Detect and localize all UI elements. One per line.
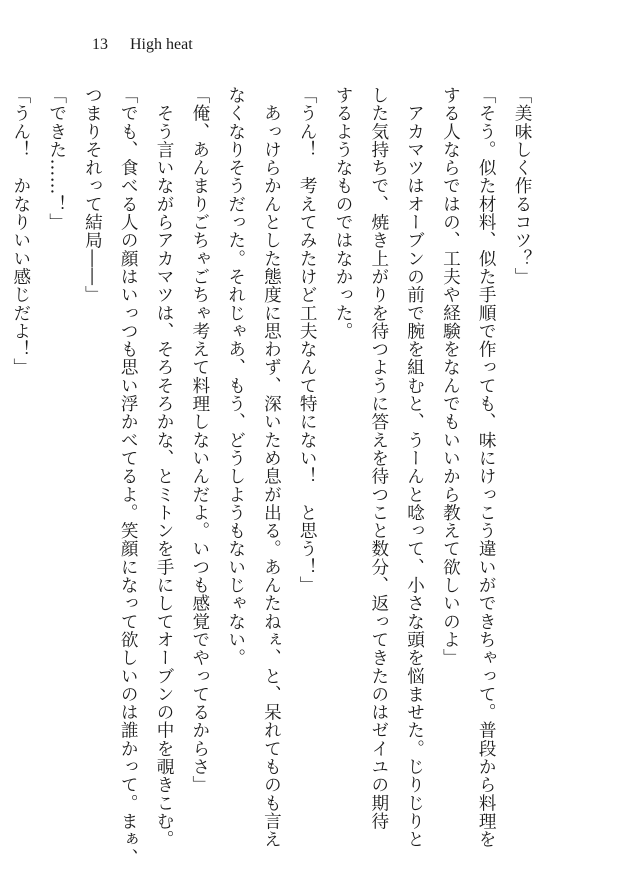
text-line: なくなりそうだった。それじゃあ、もう、どうしようもないじゃない。 xyxy=(225,86,246,667)
vertical-body-text xyxy=(2,86,539,867)
running-title: High heat xyxy=(130,36,193,53)
text-line: 「うん！ かなりいい感じだよ！」 xyxy=(10,86,31,377)
text-line: 「そう。似た材料、似た手順で作っても、味にけっこう違いができちゃって。普段から料理を xyxy=(476,86,497,849)
page-number: 13 xyxy=(92,36,108,53)
text-line: する人ならではの、工夫や経験をなんでもいいから教えて欲しいのよ」 xyxy=(440,86,461,667)
text-line: 「でも、食べる人の顔はいっつも思い浮かべてるよ。笑顔になって欲しいのは誰かって。まぁ、 xyxy=(118,86,139,867)
text-line: 「うん！ 考えてみたけど工夫なんて特にない！ と思う！」 xyxy=(297,86,318,595)
text-line: 「美味しく作るコツ？」 xyxy=(512,86,532,286)
text-line: アカマツはオーブンの前で腕を組むと、うーんと唸って、小さな頭を悩ませた。じりじりと xyxy=(404,86,425,849)
text-line: つまりそれって結局――」 xyxy=(82,86,103,304)
text-line: あっけらかんとした態度に思わず、深いため息が出る。あんたねぇ、と、呆れてものも言え xyxy=(261,86,282,849)
text-line: そう言いながらアカマツは、そろそろかな、とミトンを手にしてオーブンの中を覗きこむ。 xyxy=(154,86,175,849)
text-line: するようなものではなかった。 xyxy=(333,86,354,341)
text-line: 「できた……！」 xyxy=(46,86,67,232)
text-line: 「俺、あんまりごちゃごちゃ考えて料理しないんだよ。いつも感覚でやってるからさ」 xyxy=(189,86,210,794)
page-header xyxy=(92,37,193,53)
text-line: した気持ちで、焼き上がりを待つように答えを待つこと数分、返ってきたのはゼイユの期待 xyxy=(368,86,389,831)
